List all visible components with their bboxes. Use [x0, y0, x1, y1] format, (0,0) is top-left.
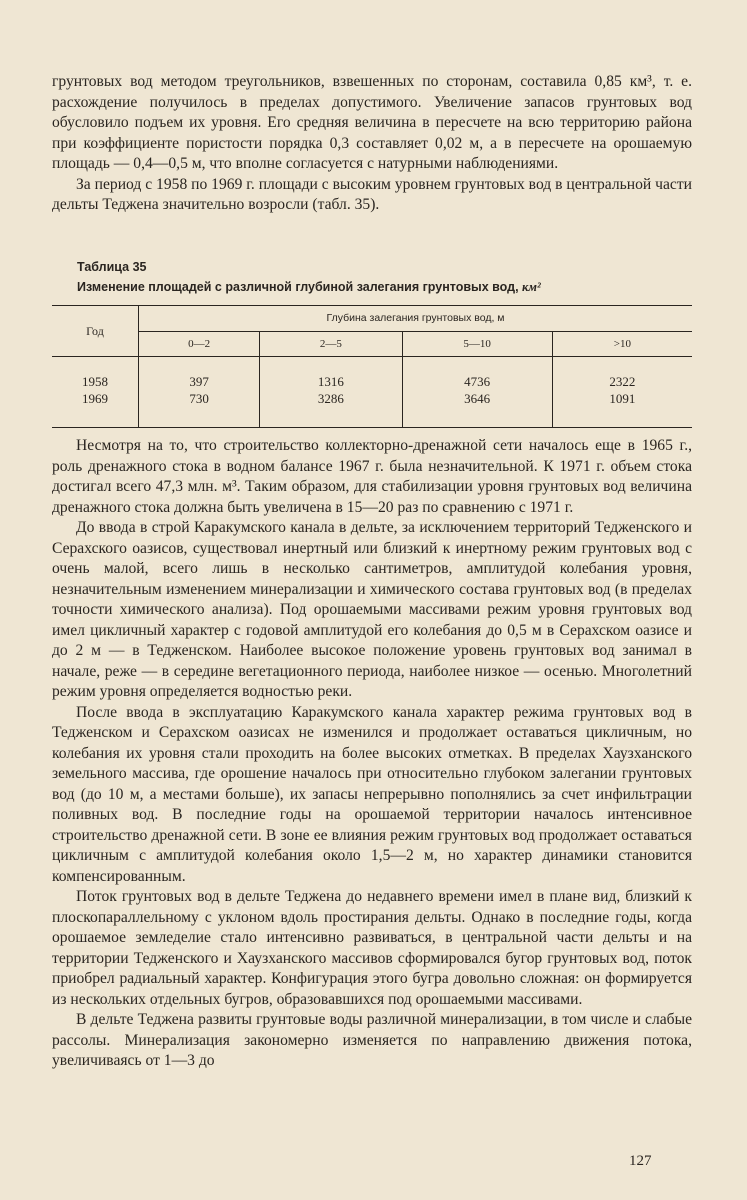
page-number: 127: [629, 1153, 652, 1169]
table-title-unit: км²: [522, 280, 541, 294]
value-cell: 1316: [260, 357, 402, 391]
table-title: [77, 280, 541, 295]
value-cell: 3286: [260, 390, 402, 428]
value-cell: 4736: [402, 357, 552, 391]
column-header: 0—2: [139, 331, 260, 357]
column-header: >10: [552, 331, 692, 357]
value-cell: 2322: [609, 373, 636, 389]
value-cell: 397: [139, 357, 260, 391]
top-text-block: [52, 72, 692, 216]
value-cell: 3646: [402, 390, 552, 428]
table-caption: Таблица 35: [77, 260, 147, 274]
table-row: [52, 357, 692, 391]
paragraph-top-1: грунтовых вод методом треугольников, взвешенных по сторонам, составила 0,85 км³, т. е. расхождение получилось в пределах допустимого. Увеличение запасов грунтовых вод обусловило подъем их уровня. Его средняя величина в пересчете на всю территорию района при коэффициенте пористости порядка 0,3 составляет 0,02 м, а в пересчете на орошаемую площадь — 0,4—0,5 м, что вполне согласуется с натурными наблюдениями.: [52, 73, 692, 172]
paragraph-bottom-1: Несмотря на то, что строительство коллекторно-дренажной сети началось еще в 1965 г., роль дренажного стока в водном балансе 1967 г. была незначительной. К 1971 г. объем стока достигал всего 47,3 млн. м³. Таким образом, для стабилизации уровня грунтовых вод величина дренажного стока должна быть увеличена в 15—20 раз по сравнению с 1971 г.: [52, 437, 692, 516]
table-title-text: Изменение площадей с различной глубиной залегания грунтовых вод,: [77, 280, 519, 294]
paragraph-bottom-5: В дельте Теджена развиты грунтовые воды различной минерализации, в том числе и слабые рассолы. Минерализация закономерно изменяется по направлению движения потока, увеличиваясь от 1—3 до: [52, 1011, 692, 1069]
value-cell: 730: [139, 390, 260, 428]
table-row: [52, 390, 692, 428]
year-header: Год: [52, 306, 139, 357]
data-table: [52, 305, 692, 428]
paragraph-bottom-4: Поток грунтовых вод в дельте Теджена до недавнего времени имел в плане вид, близкий к плоскопараллельному с уклоном вдоль простирания дельты. Однако в последние годы, когда орошаемое земледелие стало интенсивно развиваться, в центральной части дельты и на территории Тедженского и Хаузханского массивов сформировался бугор грунтовых вод, поток приобрел радиальный характер. Конфигурация этого бугра довольно сложная: он формируется из нескольких отдельных бугров, образовавшихся под орошаемыми массивами.: [52, 888, 692, 1008]
year-cell: 1969: [52, 390, 139, 428]
paragraph-bottom-3: После ввода в эксплуатацию Каракумского канала характер режима грунтовых вод в Тедженском и Серахском оазисах не изменился и продолжает оставаться цикличным, но колебания их уровня стали проходить на более высоких отметках. В пределах Хаузханского земельного массива, где орошение началось при относительно глубоком залегании грунтовых вод (до 10 м, а местами больше), их запасы непрерывно пополнялись за счет инфильтрации поливных вод. В последние годы на орошаемой территории началось интенсивное строительство дренажной сети. В зоне ее влияния режим грунтовых вод продолжает оставаться цикличным с амплитудой колебания около 1,5—2 м, но характер динамики становится компенсированным.: [52, 703, 692, 885]
column-header: 5—10: [402, 331, 552, 357]
paragraph-top-2: За период с 1958 по 1969 г. площади с высоким уровнем грунтовых вод в центральной части дельты Теджена значительно возросли (табл. 35).: [52, 175, 692, 213]
bottom-text-block: [52, 436, 692, 1072]
depth-header: Глубина залегания грунтовых вод, м: [139, 306, 693, 332]
paragraph-bottom-2: До ввода в строй Каракумского канала в дельте, за исключением территорий Тедженского и Серахского оазисов, существовал инертный или близкий к инертному режим грунтовых вод с очень малой, всего лишь в несколько сантиметров, амплитудой колебания уровня, незначительным изменением минерализации и химического состава грунтовых вод (в пределах точности химического анализа). Под орошаемыми массивами режим уровня грунтовых вод имел цикличный характер с годовой амплитудой его колебания до 0,5 м в Серахском оазисе и до 2 м — в Тедженском. Наиболее высокое положение уровень грунтовых вод занимал в начале, реже — в середине вегетационного периода, наиболее низкое — осенью. Многолетний режим уровня определяется водностью реки.: [52, 519, 692, 700]
value-cell: 1091: [552, 390, 692, 428]
column-header: 2—5: [260, 331, 402, 357]
year-cell: 1958: [52, 357, 139, 391]
